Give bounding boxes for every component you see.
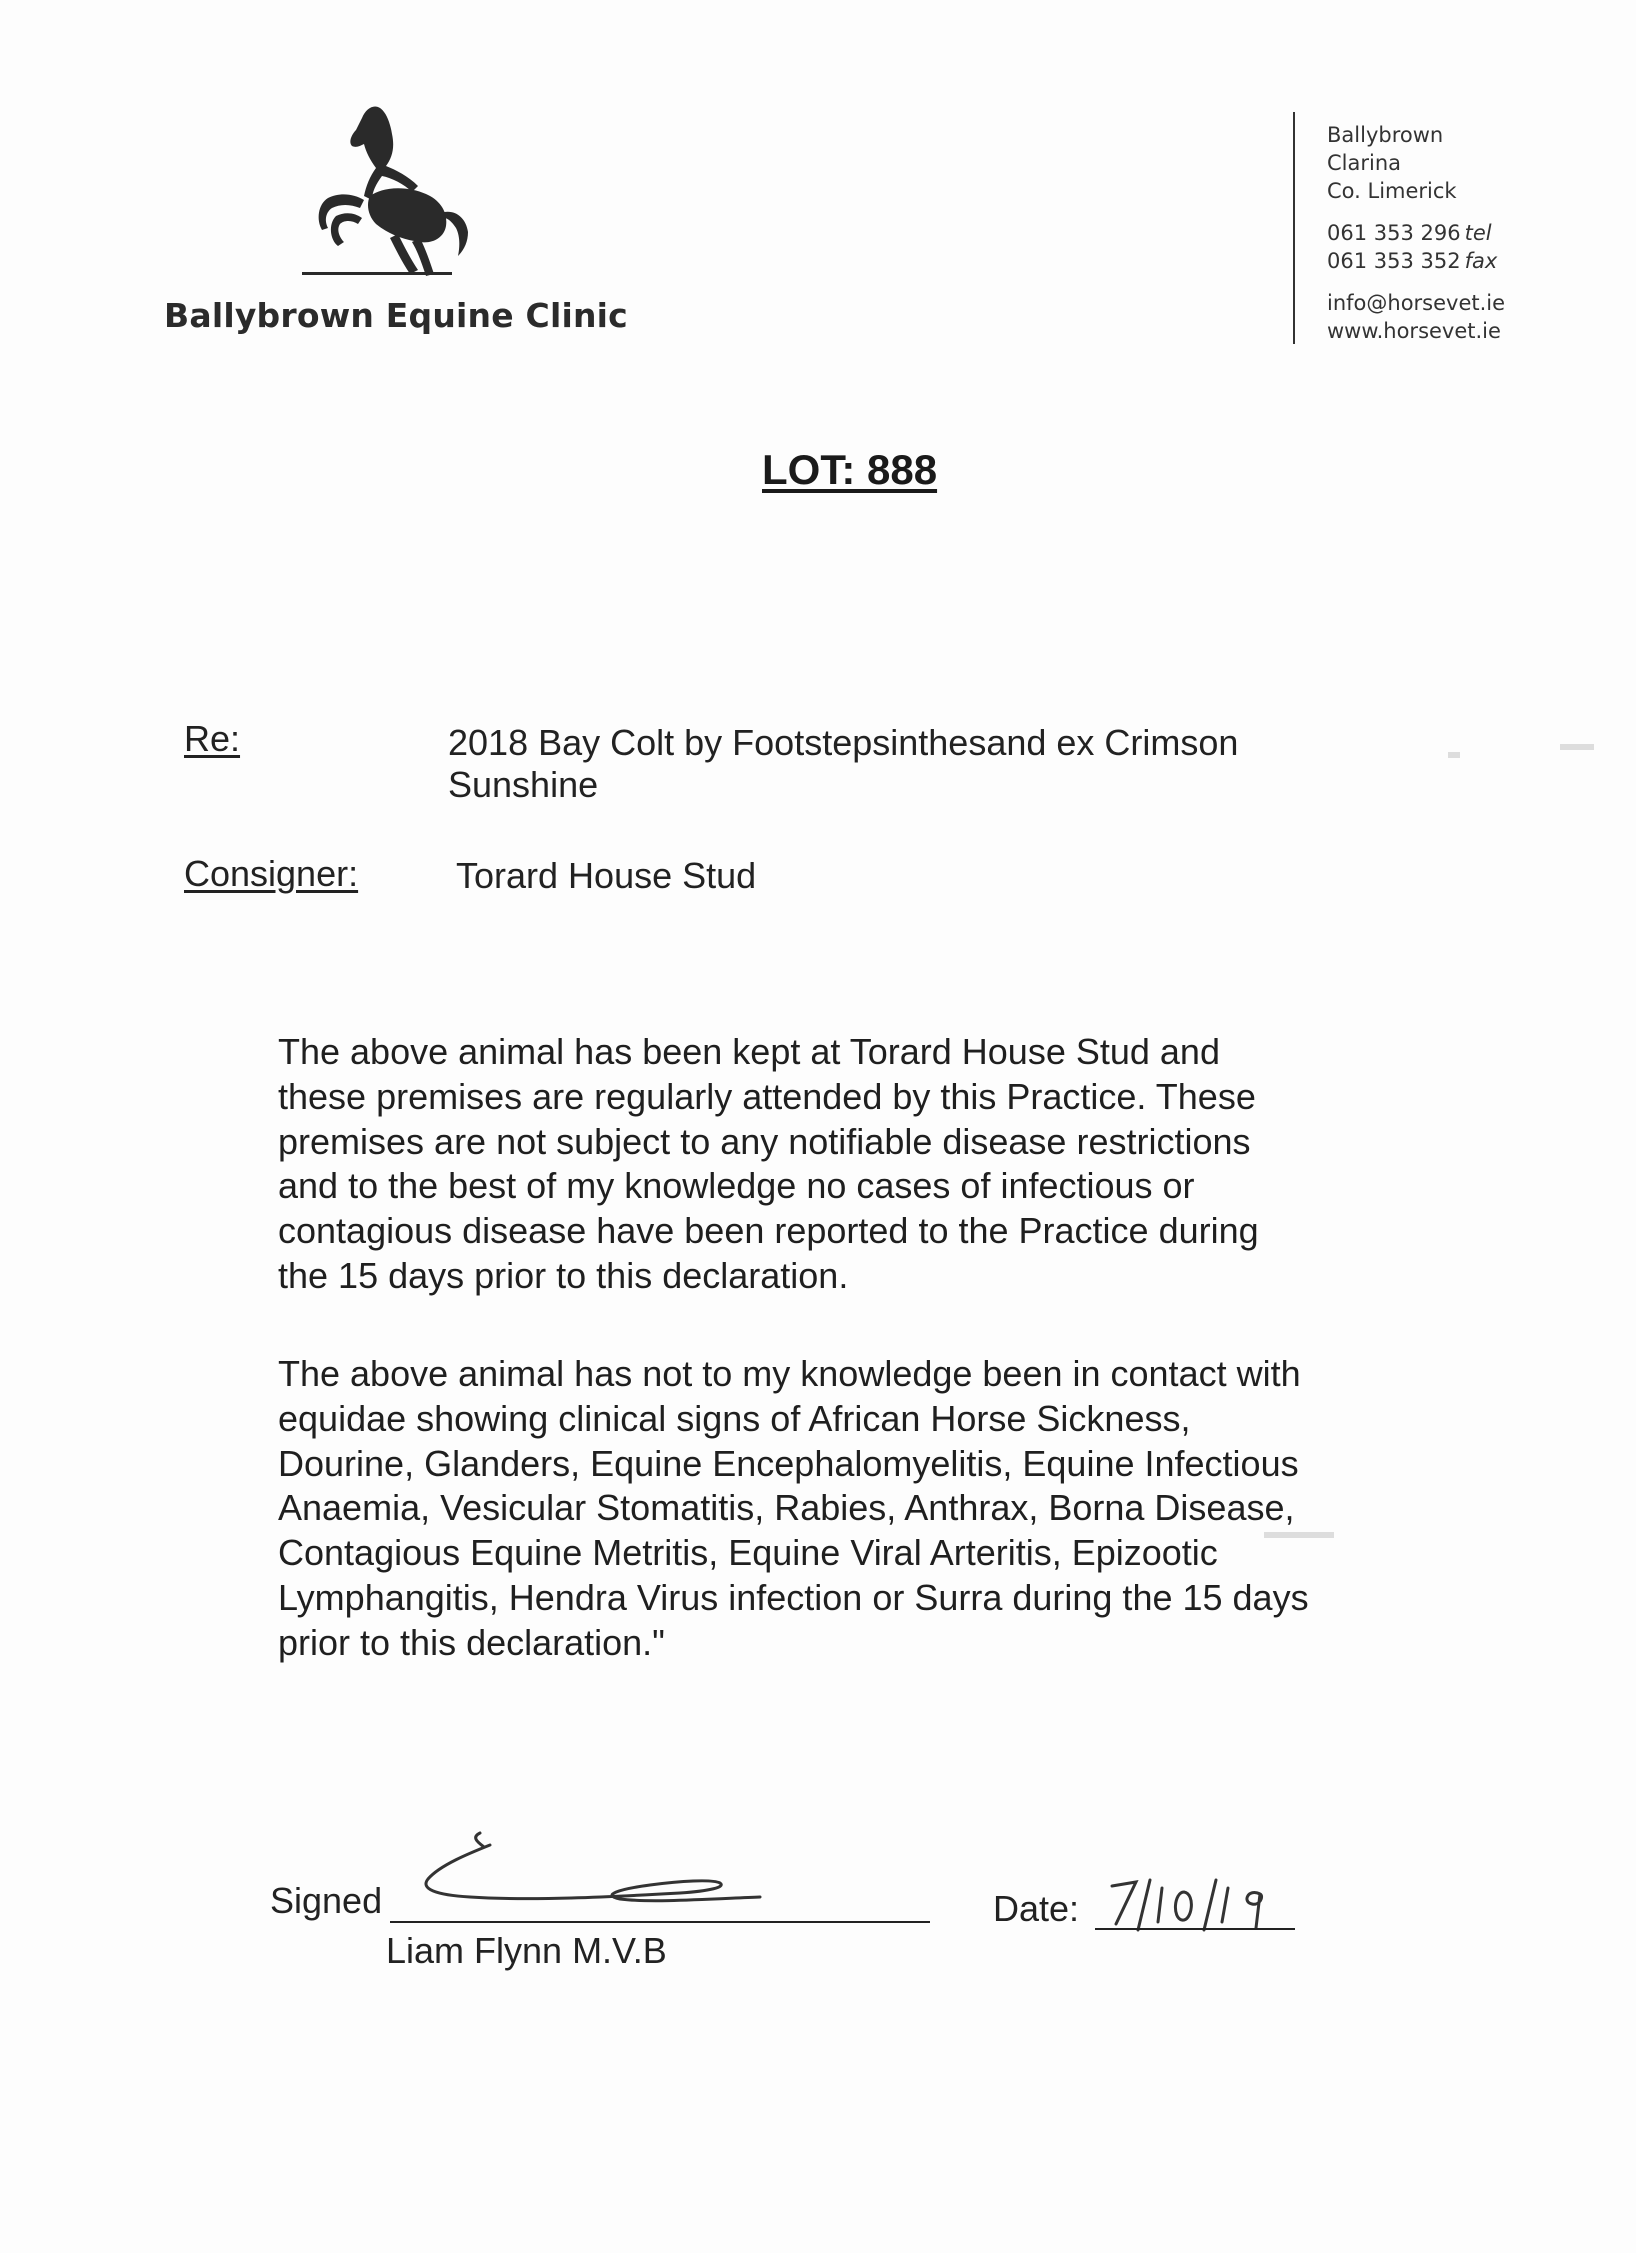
declaration-paragraph-1: The above animal has been kept at Torard House Stud and these premises are regularly attended by this Practice. These premises are not subject to any notifiable disease restrictions and to the best of my knowledge no cases of infectious or contagious disease have been reported to the Practice during the 15 days prior to this declaration. [278,1031,1259,1296]
scan-speck [1560,744,1594,750]
date-line [1095,1928,1295,1930]
letterhead-divider [1293,112,1295,344]
lot-heading: LOT: 888 [762,446,938,493]
address-line-1: Ballybrown [1327,123,1444,147]
declaration-paragraph-2: The above animal has not to my knowledge been in contact with equidae showing clinical signs of African Horse Sickness, Dourine, Glanders, Equine Encephalomyelitis, Equine Infectious Anaemia, Vesicular Stomatitis, Rabies, Anthrax, Borna Disease, Contagious Equine Metritis, Equine Viral Arteritis, Epizootic Lymphangitis, Hendra Virus infection or Surra during the 15 days prior to this declaration." [278,1353,1309,1663]
fax-unit: fax [1464,249,1498,273]
contact-block [1327,121,1505,345]
phone-line [1327,219,1505,247]
re-value: 2018 Bay Colt by Footstepsinthesand ex Crimson Sunshine [448,722,1239,805]
signed-label: Signed [270,1880,383,1921]
scan-speck [1448,752,1460,758]
website-link: www.horsevet.ie [1327,319,1501,343]
re-label: Re: [184,718,241,759]
signer-name: Liam Flynn M.V.B [386,1930,667,1971]
rearing-horse-icon [300,100,470,280]
consigner-label: Consigner: [184,853,359,894]
phone-unit: tel [1464,221,1492,245]
date-label: Date: [993,1888,1080,1929]
clinic-name: Ballybrown Equine Clinic [164,296,628,335]
handwritten-signature [380,1825,780,1935]
fax-line [1327,247,1505,275]
fax-number: 061 353 352 [1327,249,1461,273]
scan-speck [1264,1532,1334,1538]
consigner-value: Torard House Stud [456,855,757,896]
phone-number: 061 353 296 [1327,221,1461,245]
email-link: info@horsevet.ie [1327,291,1506,315]
address-line-3: Co. Limerick [1327,179,1457,203]
address-line-2: Clarina [1327,151,1402,175]
